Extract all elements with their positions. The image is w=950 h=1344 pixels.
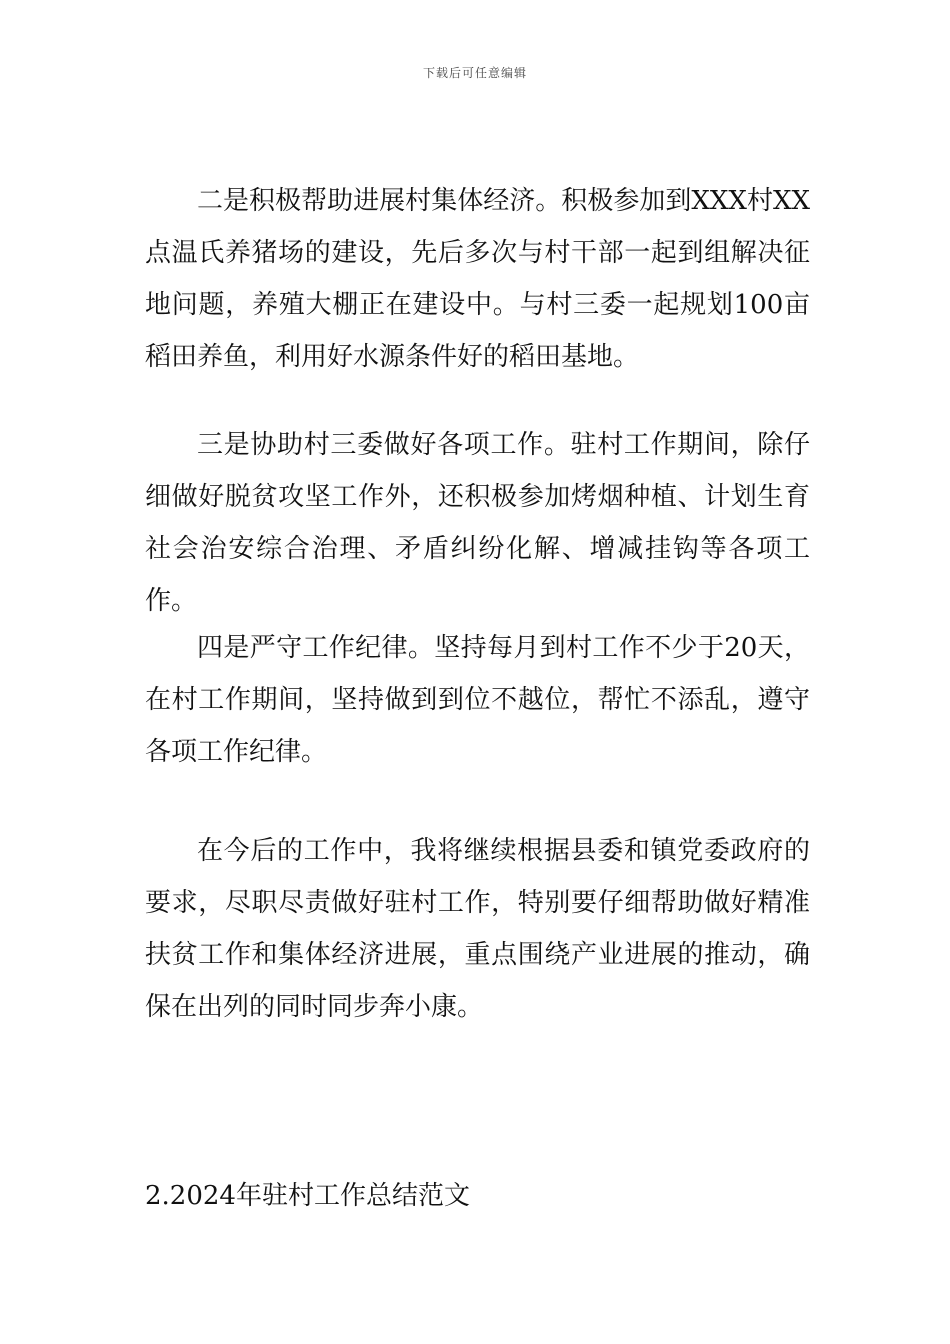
page-header-note: 下载后可任意编辑 <box>422 66 527 80</box>
paragraph-future-work: 在今后的工作中，我将继续根据县委和镇党委政府的要求，尽职尽责做好驻村工作，特别要仔细帮助做好精准扶贫工作和集体经济进展，重点围绕产业进展的推动，确保在出列的同时同步奔小康。 <box>145 836 810 1022</box>
paragraph-collective-economy: 二是积极帮助进展村集体经济。积极参加到XXX村XX点温氏养猪场的建设，先后多次与村干部一起到组解决征地问题，养殖大棚正在建设中。与村三委一起规划100亩稻田养鱼，利用好水源条件好的稻田基地。 <box>145 186 810 372</box>
paragraph-assist-committee: 三是协助村三委做好各项工作。驻村工作期间，除仔细做好脱贫攻坚工作外，还积极参加烤烟种植、计划生育社会治安综合治理、矛盾纠纷化解、增减挂钩等各项工作。 <box>145 430 810 616</box>
section-heading: 2.2024年驻村工作总结范文 <box>145 1181 470 1211</box>
paragraph-work-discipline: 四是严守工作纪律。坚持每月到村工作不少于20天，在村工作期间，坚持做到到位不越位，帮忙不添乱，遵守各项工作纪律。 <box>145 633 810 767</box>
